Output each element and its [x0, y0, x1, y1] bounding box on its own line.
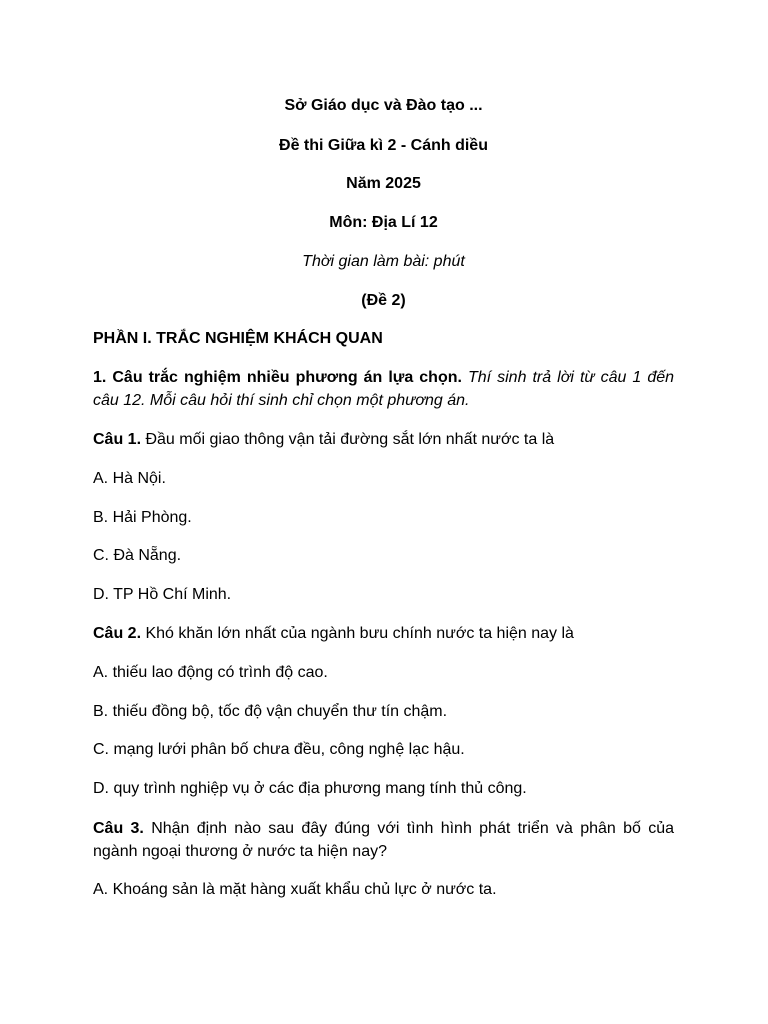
part1-instruction: [93, 366, 674, 412]
q2-option-b: B. thiếu đồng bộ, tốc độ vận chuyển thư tín chậm.: [93, 703, 448, 720]
q1-option-a: A. Hà Nội.: [93, 470, 166, 487]
q2-option-d: D. quy trình nghiệp vụ ở các địa phương mang tính thủ công.: [93, 780, 527, 797]
question-text: Nhận định nào sau đây đúng với tình hình phát triển và phân bố của ngành ngoại thương ở nước ta hiện nay?: [93, 820, 675, 860]
exam-duration: Thời gian làm bài: phút: [302, 253, 465, 270]
question-text: Khó khăn lớn nhất của ngành bưu chính nước ta hiện nay là: [145, 625, 574, 642]
exam-subject: Môn: Địa Lí 12: [329, 214, 438, 231]
exam-year: Năm 2025: [346, 175, 421, 192]
q3-option-a: A. Khoáng sản là mặt hàng xuất khẩu chủ lực ở nước ta.: [93, 881, 497, 898]
q2-option-c: C. mạng lưới phân bố chưa đều, công nghệ lạc hậu.: [93, 741, 465, 758]
exam-title: Đề thi Giữa kì 2 - Cánh diều: [279, 137, 488, 154]
q1-option-b: B. Hải Phòng.: [93, 509, 192, 526]
instruction-bold-text: 1. Câu trắc nghiệm nhiều phương án lựa chọn.: [93, 369, 462, 386]
question-1: [93, 428, 674, 451]
question-label: Câu 2.: [93, 625, 142, 642]
question-text: Đầu mối giao thông vận tải đường sắt lớn nhất nước ta là: [145, 431, 555, 448]
question-2: [93, 622, 674, 645]
question-3: [93, 817, 674, 863]
q2-option-a: A. thiếu lao động có trình độ cao.: [93, 664, 328, 681]
department-heading: Sở Giáo dục và Đào tạo ...: [284, 97, 483, 114]
question-label: Câu 3.: [93, 820, 144, 837]
q1-option-d: D. TP Hồ Chí Minh.: [93, 586, 232, 603]
exam-variant: (Đề 2): [361, 292, 406, 309]
question-label: Câu 1.: [93, 431, 142, 448]
q1-option-c: C. Đà Nẵng.: [93, 547, 182, 564]
instruction-italic-text: Thí sinh trả lời từ câu 1 đến câu 12. Mỗi câu hỏi thí sinh chỉ chọn một phương án.: [93, 369, 675, 409]
part1-title: PHẦN I. TRẮC NGHIỆM KHÁCH QUAN: [93, 330, 383, 347]
